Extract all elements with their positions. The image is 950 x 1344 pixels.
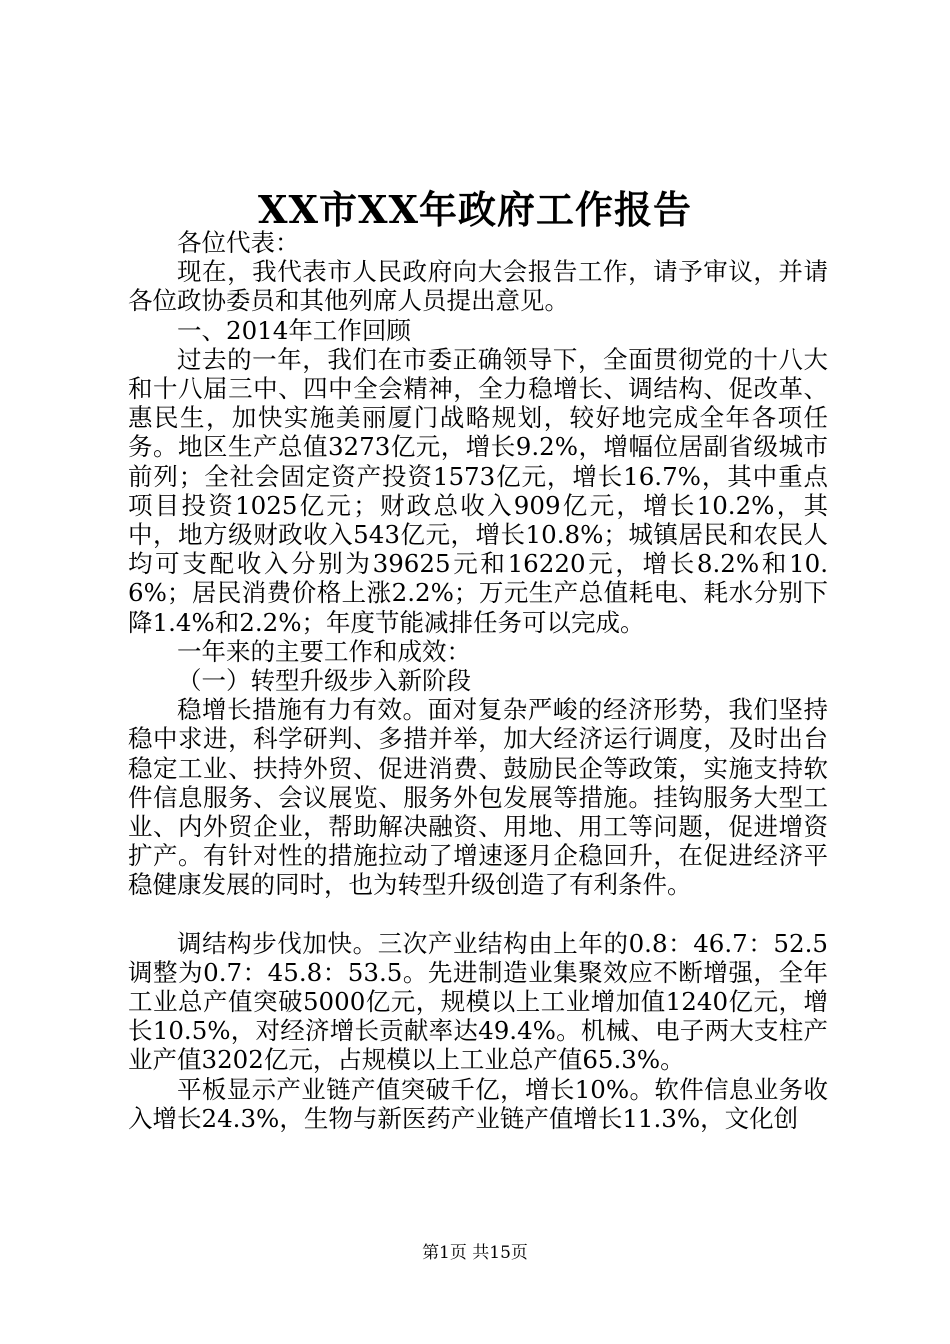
paragraph-overview: 过去的一年，我们在市委正确领导下，全面贯彻党的十八大和十八届三中、四中全会精神，全力稳增长、调结构、促改革、惠民生，加快实施美丽厦门战略规划，较好地完成全年各项任务。地区生产总值3273亿元，增长9.2%，增幅位居副省级城市前列；全社会固定资产投资1573亿元，增长16.7%，其中重点项目投资1025亿元；财政总收入909亿元，增长10.2%，其中，地方级财政收入543亿元，增长10.8%；城镇居民和农民人均可支配收入分别为39625元和16220元，增长8.2%和10.6%；居民消费价格上涨2.2%；万元生产总值耗电、耗水分别下降1.4%和2.2%；年度节能减排任务可以完成。 <box>128 344 828 637</box>
paragraph-growth: 稳增长措施有力有效。面对复杂严峻的经济形势，我们坚持稳中求进，科学研判、多措并举，加大经济运行调度，及时出台稳定工业、扶持外贸、促进消费、鼓励民企等政策，实施支持软件信息服务、会议展览、服务外包发展等措施。挂钩服务大型工业、内外贸企业，帮助解决融资、用地、用工等问题，促进增资扩产。有针对性的措施拉动了增速逐月企稳回升，在促进经济平稳健康发展的同时，也为转型升级创造了有利条件。 <box>128 695 828 900</box>
paragraph-intro: 现在，我代表市人民政府向大会报告工作，请予审议，并请各位政协委员和其他列席人员提出意见。 <box>128 257 828 316</box>
subsection-heading-1: （一）转型升级步入新阶段 <box>177 666 471 696</box>
paragraph-structure: 调结构步伐加快。三次产业结构由上年的0.8：46.7：52.5调整为0.7：45.8：53.5。先进制造业集聚效应不断增强，全年工业总产值突破5000亿元，规模以上工业增加值1240亿元，增长10.5%，对经济增长贡献率达49.4%。机械、电子两大支柱产业产值3202亿元，占规模以上工业总产值65.3%。 <box>128 928 828 1075</box>
paragraph-main-work: 一年来的主要工作和成效： <box>177 636 471 666</box>
page-footer: 第1页 共15页 <box>422 1243 528 1263</box>
salutation: 各位代表： <box>177 228 300 257</box>
document-body <box>128 228 828 1133</box>
section-heading-review: 一、2014年工作回顾 <box>177 315 411 345</box>
document-title: XX市XX年政府工作报告 <box>258 187 692 232</box>
paragraph-industry: 平板显示产业链产值突破千亿，增长10%。软件信息业务收入增长24.3%，生物与新医药产业链产值增长11.3%，文化创 <box>128 1074 828 1133</box>
